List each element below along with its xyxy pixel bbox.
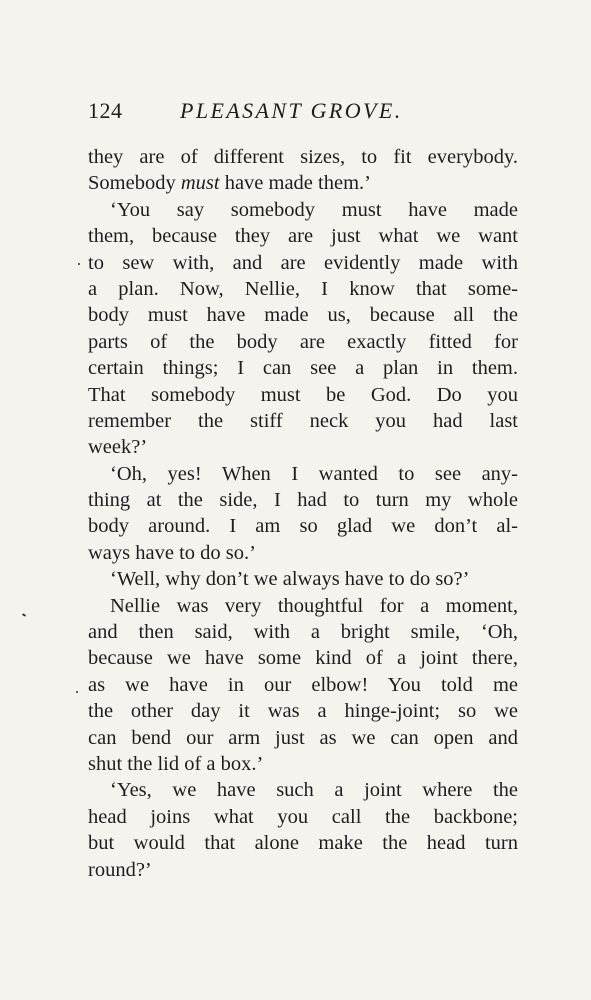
body-text	[88, 144, 518, 883]
paragraph	[88, 777, 518, 883]
text-line: parts of the body are exactly fitted for	[88, 330, 518, 353]
text-line: body around. I am so glad we don’t al-	[88, 515, 518, 538]
print-speck	[76, 691, 78, 693]
text-line: a plan. Now, Nellie, I know that some-	[88, 277, 518, 300]
text-line: to sew with, and are evidently made with	[88, 251, 518, 274]
page-header	[88, 98, 518, 128]
text-run: have made them.’	[219, 172, 371, 195]
paragraph	[88, 461, 518, 567]
text-line: can bend our arm just as we can open and	[88, 726, 518, 749]
print-speck	[22, 613, 26, 617]
text-line: ‘Well, why don’t we always have to do so?’	[110, 568, 470, 591]
text-line: remember the stiff neck you had last	[88, 409, 518, 432]
text-line: That somebody must be God. Do you	[88, 383, 518, 406]
text-line: head joins what you call the backbone;	[88, 805, 518, 828]
text-line: but would that alone make the head turn	[88, 832, 518, 855]
text-line: ‘Yes, we have such a joint where the	[110, 779, 518, 802]
text-line: because we have some kind of a joint there,	[88, 647, 518, 670]
text-line: they are of different sizes, to fit everybody.	[88, 146, 518, 168]
print-speck	[78, 263, 80, 265]
text-line: the other day it was a hinge-joint; so we	[88, 700, 518, 723]
text-line: week?’	[88, 436, 148, 459]
text-line: ‘You say somebody must have made	[110, 198, 518, 221]
text-line: certain things; I can see a plan in them.	[88, 357, 518, 380]
text-line: and then said, with a bright smile, ‘Oh,	[88, 621, 518, 644]
paragraph	[88, 144, 518, 197]
text-line: as we have in our elbow! You told me	[88, 673, 518, 696]
paragraph	[88, 593, 518, 778]
text-line	[88, 170, 518, 196]
text-line: round?’	[88, 858, 152, 881]
text-run: Somebody	[88, 172, 181, 195]
text-line: ways have to do so.’	[88, 541, 256, 564]
running-title: PLEASANT GROVE.	[180, 98, 403, 123]
paragraph	[88, 566, 518, 592]
text-line: ‘Oh, yes! When I wanted to see any-	[110, 462, 518, 485]
text-line: Nellie was very thoughtful for a moment,	[110, 594, 518, 617]
text-line: shut the lid of a box.’	[88, 752, 264, 775]
emphasized-word: must	[180, 172, 220, 195]
text-line: thing at the side, I had to turn my whole	[88, 489, 518, 512]
text-line: body must have made us, because all the	[88, 304, 518, 327]
page-number: 124	[88, 98, 123, 123]
paragraph	[88, 197, 518, 461]
text-line: them, because they are just what we want	[88, 225, 518, 248]
